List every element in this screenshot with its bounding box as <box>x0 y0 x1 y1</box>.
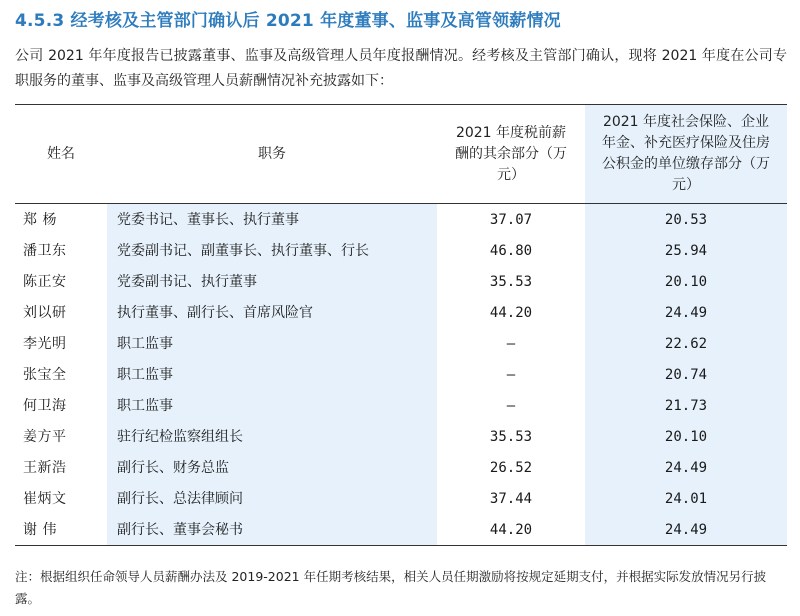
cell-insurance: 22.62 <box>585 328 787 359</box>
header-insurance <box>585 105 787 204</box>
cell-pay: 37.44 <box>489 490 533 507</box>
cell-insurance: 24.49 <box>585 452 787 483</box>
header-pay <box>437 105 585 204</box>
cell-pay: – <box>506 366 516 383</box>
cell-pay: – <box>506 397 516 414</box>
table-row <box>15 204 787 236</box>
compensation-table <box>15 104 787 546</box>
cell-name: 谢 伟 <box>15 514 107 546</box>
cell-position: 党委书记、董事长、执行董事 <box>107 204 437 236</box>
intro-paragraph: 公司 2021 年年度报告已披露董事、监事及高级管理人员年度报酬情况。经考核及主管部门确认，现将 2021 年度在公司专职服务的董事、监事及高级管理人员薪酬情况补充披露如下： <box>15 48 787 89</box>
cell-pay: 26.52 <box>489 459 533 476</box>
cell-name: 潘卫东 <box>23 242 67 259</box>
cell-insurance: 20.74 <box>585 359 787 390</box>
table-row <box>15 421 787 452</box>
cell-position: 驻行纪检监察组组长 <box>107 421 437 452</box>
section-title: 4.5.3 经考核及主管部门确认后 2021 年度董事、监事及高管领薪情况 <box>15 11 561 31</box>
cell-name: 何卫海 <box>23 397 67 414</box>
footnote: 注：根据组织任命领导人员薪酬办法及 2019-2021 年任期考核结果，相关人员任期激励将按规定延期支付，并根据实际发放情况另行披露。 <box>15 569 767 606</box>
cell-pay: 35.53 <box>489 273 533 290</box>
cell-position: 职工监事 <box>107 328 437 359</box>
cell-name: 姜方平 <box>23 428 67 445</box>
cell-pay: 44.20 <box>437 514 585 546</box>
table-row <box>15 514 787 546</box>
cell-position: 职工监事 <box>107 359 437 390</box>
cell-name: 刘以研 <box>23 304 67 321</box>
header-pay-text: 2021 年度税前薪酬的其余部分（万元） <box>455 124 567 183</box>
cell-position: 执行董事、副行长、首席风险官 <box>107 297 437 328</box>
cell-pay: – <box>506 335 516 352</box>
cell-pay: 35.53 <box>489 428 533 445</box>
table-row <box>15 266 787 297</box>
cell-insurance: 24.49 <box>585 514 787 546</box>
cell-insurance: 20.10 <box>585 266 787 297</box>
cell-position: 副行长、财务总监 <box>107 452 437 483</box>
cell-insurance: 21.73 <box>585 390 787 421</box>
cell-insurance: 25.94 <box>585 235 787 266</box>
header-insurance-text: 2021 年度社会保险、企业年金、补充医疗保险及住房公积金的单位缴存部分（万元） <box>602 114 770 193</box>
cell-name: 陈正安 <box>23 273 67 290</box>
cell-name: 崔炳文 <box>23 490 67 507</box>
table-row <box>15 452 787 483</box>
cell-pay: 46.80 <box>489 242 533 259</box>
cell-insurance: 20.10 <box>585 421 787 452</box>
table-row <box>15 328 787 359</box>
cell-name: 李光明 <box>23 335 67 352</box>
table-row <box>15 390 787 421</box>
cell-insurance: 20.53 <box>585 204 787 236</box>
cell-position: 副行长、总法律顾问 <box>107 483 437 514</box>
table-row <box>15 359 787 390</box>
header-position: 职务 <box>107 105 437 204</box>
cell-position: 副行长、董事会秘书 <box>107 514 437 546</box>
cell-pay: 44.20 <box>489 304 533 321</box>
cell-name: 王新浩 <box>23 459 67 476</box>
cell-insurance: 24.01 <box>585 483 787 514</box>
cell-position: 党委副书记、执行董事 <box>107 266 437 297</box>
cell-position: 职工监事 <box>107 390 437 421</box>
cell-name: 郑 杨 <box>23 211 57 228</box>
table-row <box>15 235 787 266</box>
cell-name: 张宝全 <box>23 366 67 383</box>
table-row <box>15 483 787 514</box>
header-name: 姓名 <box>15 105 107 204</box>
cell-insurance: 24.49 <box>585 297 787 328</box>
cell-position: 党委副书记、副董事长、执行董事、行长 <box>107 235 437 266</box>
table-row <box>15 297 787 328</box>
table-header-row <box>15 105 787 204</box>
cell-pay: 37.07 <box>489 211 533 228</box>
